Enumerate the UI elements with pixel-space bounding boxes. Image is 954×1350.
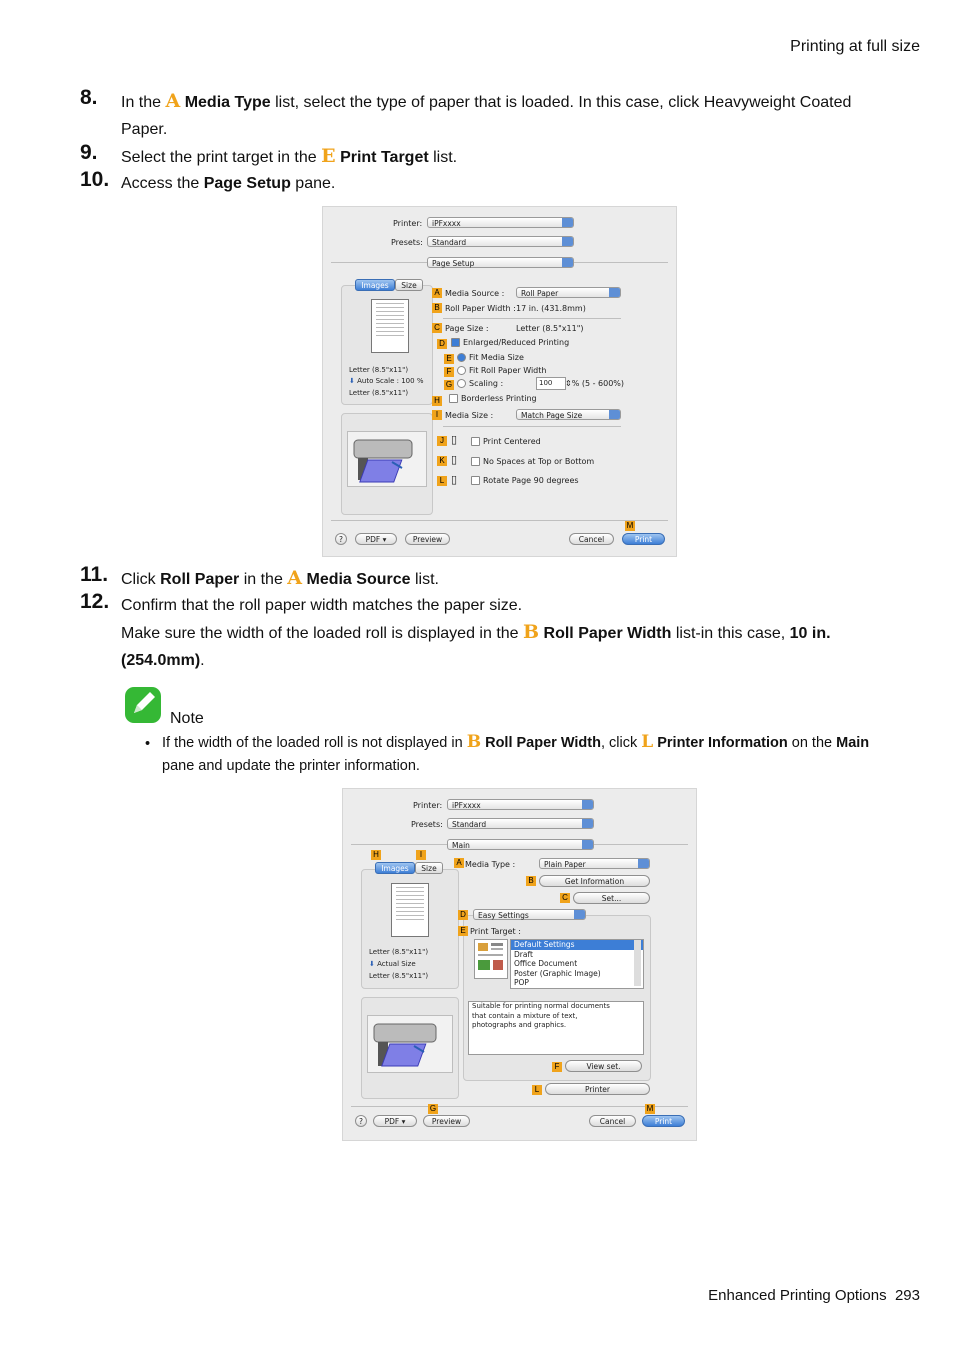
no-spaces-checkbox[interactable]: No Spaces at Top or Bottom [471, 457, 594, 466]
callout-tag-h: H [432, 396, 442, 406]
rotate-checkbox[interactable]: Rotate Page 90 degrees [471, 476, 579, 485]
help-button[interactable]: ? [335, 533, 347, 545]
target-item[interactable]: Poster (Graphic Image) [514, 968, 601, 978]
callout-tag-c: C [432, 323, 442, 333]
callout-tag-l: L [532, 1085, 542, 1095]
tab-size[interactable]: Size [395, 279, 423, 291]
view-set-button[interactable]: View set. [565, 1060, 642, 1072]
scaling-range: ⇕% (5 - 600%) [565, 379, 625, 388]
callout-tag-d: D [458, 910, 468, 920]
printer-illustration [367, 1015, 453, 1073]
step-number: 12. [80, 590, 110, 613]
fit-media-radio[interactable]: Fit Media Size [457, 353, 524, 362]
presets-popup[interactable]: Standard [427, 236, 574, 247]
get-information-button[interactable]: Get Information [539, 875, 650, 887]
preview-button[interactable]: Preview [423, 1115, 470, 1127]
cancel-button[interactable]: Cancel [589, 1115, 636, 1127]
pdf-button[interactable]: PDF ▾ [373, 1115, 417, 1127]
rotate-icon: ▯ [451, 473, 458, 486]
step-9: 9. Select the print target in the E Print Target list. [80, 141, 458, 167]
target-thumbnail-icon [474, 939, 508, 979]
set-button[interactable]: Set... [573, 892, 650, 904]
callout-tag-e: E [458, 926, 468, 936]
cancel-button[interactable]: Cancel [569, 533, 614, 545]
tab-images[interactable]: Images [375, 862, 415, 874]
no-space-icon: ▯ [451, 453, 458, 466]
step-number: 10. [80, 168, 110, 191]
list-scrollbar[interactable] [634, 940, 641, 986]
help-button[interactable]: ? [355, 1115, 367, 1127]
callout-tag-k: K [437, 456, 447, 466]
step-8: 8. In the A Media Type list, select the type of paper that is loaded. In this case, click Heavyweight Coated Paper. [80, 86, 852, 138]
step-number: 9. [80, 141, 98, 164]
scaling-input[interactable]: 100 [536, 377, 566, 390]
note-label: Note [170, 710, 204, 727]
callout-tag-g: G [429, 1104, 437, 1113]
enlarged-checkbox[interactable]: Enlarged/Reduced Printing [451, 338, 569, 347]
target-item[interactable]: Office Document [514, 959, 578, 968]
callout-tag-m: M [646, 1104, 654, 1113]
note-text: If the width of the loaded roll is not displayed in B Roll Paper Width, click L Printer Information on the Main pane and update the printer information. [162, 732, 870, 774]
step-12: 12. Confirm that the roll paper width matches the paper size. Make sure the width of the loaded roll is displayed in the B Roll Paper Width list-in this case, 10 in. (254.0mm). [80, 590, 831, 669]
printer-popup[interactable]: iPFxxxx [447, 799, 594, 810]
scaling-radio[interactable]: Scaling : [457, 379, 503, 388]
pdf-button[interactable]: PDF ▾ [355, 533, 397, 545]
note-bullet: • [145, 736, 151, 752]
description-box: Suitable for printing normal documents that contain a mixture of text, photographs and graphics. [468, 1001, 644, 1055]
callout-letter: A [287, 567, 303, 589]
main-pane-screenshot: Printer: iPFxxxx Presets: Standard Main H I Images Size Letter (8.5"x11") ⬇ Actual Size Letter (8.5"x11") A Media Type : Plain Paper B Get Information C Set... D Easy Settings E Print Target : Default Settings Draft Office Document Poster (Graphic Image) POP Suitable for printing normal documents that contain a mixture of text, photographs and graphics. F View set. L Printer G M ? PDF ▾ Preview Cancel Print [342, 788, 697, 1141]
media-size-popup[interactable]: Match Page Size [516, 409, 621, 420]
tab-size[interactable]: Size [415, 862, 443, 874]
callout-tag-d: D [437, 339, 447, 349]
printer-button[interactable]: Printer [545, 1083, 650, 1095]
print-centered-checkbox[interactable]: Print Centered [471, 437, 541, 446]
pane-popup[interactable]: Page Setup [427, 257, 574, 268]
printer-popup[interactable]: iPFxxxx [427, 217, 574, 228]
arrow-down-icon: ⬇ [369, 960, 375, 968]
print-button[interactable]: Print [642, 1115, 685, 1127]
target-item[interactable]: POP [514, 978, 529, 987]
callout-tag-a: A [432, 288, 442, 298]
callout-letter: A [165, 90, 181, 112]
callout-letter: E [321, 145, 336, 167]
callout-tag-c: C [560, 893, 570, 903]
pane-popup[interactable]: Main [447, 839, 594, 850]
tab-images[interactable]: Images [355, 279, 395, 291]
printer-illustration [347, 431, 427, 487]
page-footer: Enhanced Printing Options 293 [708, 1287, 920, 1304]
note-icon [124, 686, 164, 724]
preview-button[interactable]: Preview [405, 533, 450, 545]
media-source-popup[interactable]: Roll Paper [516, 287, 621, 298]
callout-tag-f: F [552, 1062, 562, 1072]
callout-tag-b: B [526, 876, 536, 886]
page-setup-screenshot: Printer: iPFxxxx Presets: Standard Page Setup Images Size Letter (8.5"x11") ⬇ Auto Scale : 100 % Letter (8.5"x11") A Media Source : Roll Paper B Roll Paper Width : 17 in. (431.8mm) C Page Size : Letter (8.5"x11") D Enlarged/Reduced Printing E Fit Media Size F Fit Roll Paper Width G Scaling : 100 ⇕% (5 - 600%) H Borderless Printing I Media Size : Match Page Size J ▯ Print Centered K ▯ No Spaces at Top or Bottom L ▯ Rotate Page 90 degrees M ? PDF ▾ Preview Cancel Print [322, 206, 677, 557]
page-preview-thumbnail [391, 883, 429, 937]
fit-roll-radio[interactable]: Fit Roll Paper Width [457, 366, 546, 375]
center-icon: ▯ [451, 433, 458, 446]
print-button[interactable]: Print [622, 533, 665, 545]
callout-tag-h: H [371, 850, 381, 860]
stepper-icon: ⇕ [565, 379, 572, 388]
page-header: Printing at full size [790, 38, 920, 55]
media-type-popup[interactable]: Plain Paper [539, 858, 650, 869]
callout-tag-e: E [444, 354, 454, 364]
step-11: 11. Click Roll Paper in the A Media Source list. [80, 563, 439, 589]
target-item[interactable]: Draft [514, 949, 533, 959]
callout-letter: B [523, 621, 540, 643]
callout-tag-i: I [416, 850, 426, 860]
page-preview-thumbnail [371, 299, 409, 353]
step-number: 8. [80, 86, 98, 109]
presets-popup[interactable]: Standard [447, 818, 594, 829]
target-item[interactable]: Default Settings [511, 940, 643, 950]
callout-tag-j: J [437, 436, 447, 446]
step-10: 10. Access the Page Setup pane. [80, 168, 336, 192]
print-target-list[interactable] [510, 939, 644, 989]
borderless-checkbox[interactable]: Borderless Printing [449, 394, 537, 403]
callout-tag-m: M [626, 521, 634, 530]
page-number: 293 [894, 1287, 920, 1304]
easy-settings-popup[interactable]: Easy Settings [473, 909, 586, 920]
callout-tag-i: I [432, 410, 442, 420]
callout-tag-l: L [437, 476, 447, 486]
step-number: 11. [80, 563, 109, 586]
arrow-down-icon: ⬇ [349, 377, 355, 385]
callout-tag-a: A [454, 858, 464, 868]
callout-tag-b: B [432, 303, 442, 313]
callout-tag-g: G [445, 380, 453, 389]
callout-tag-f: F [444, 367, 454, 377]
